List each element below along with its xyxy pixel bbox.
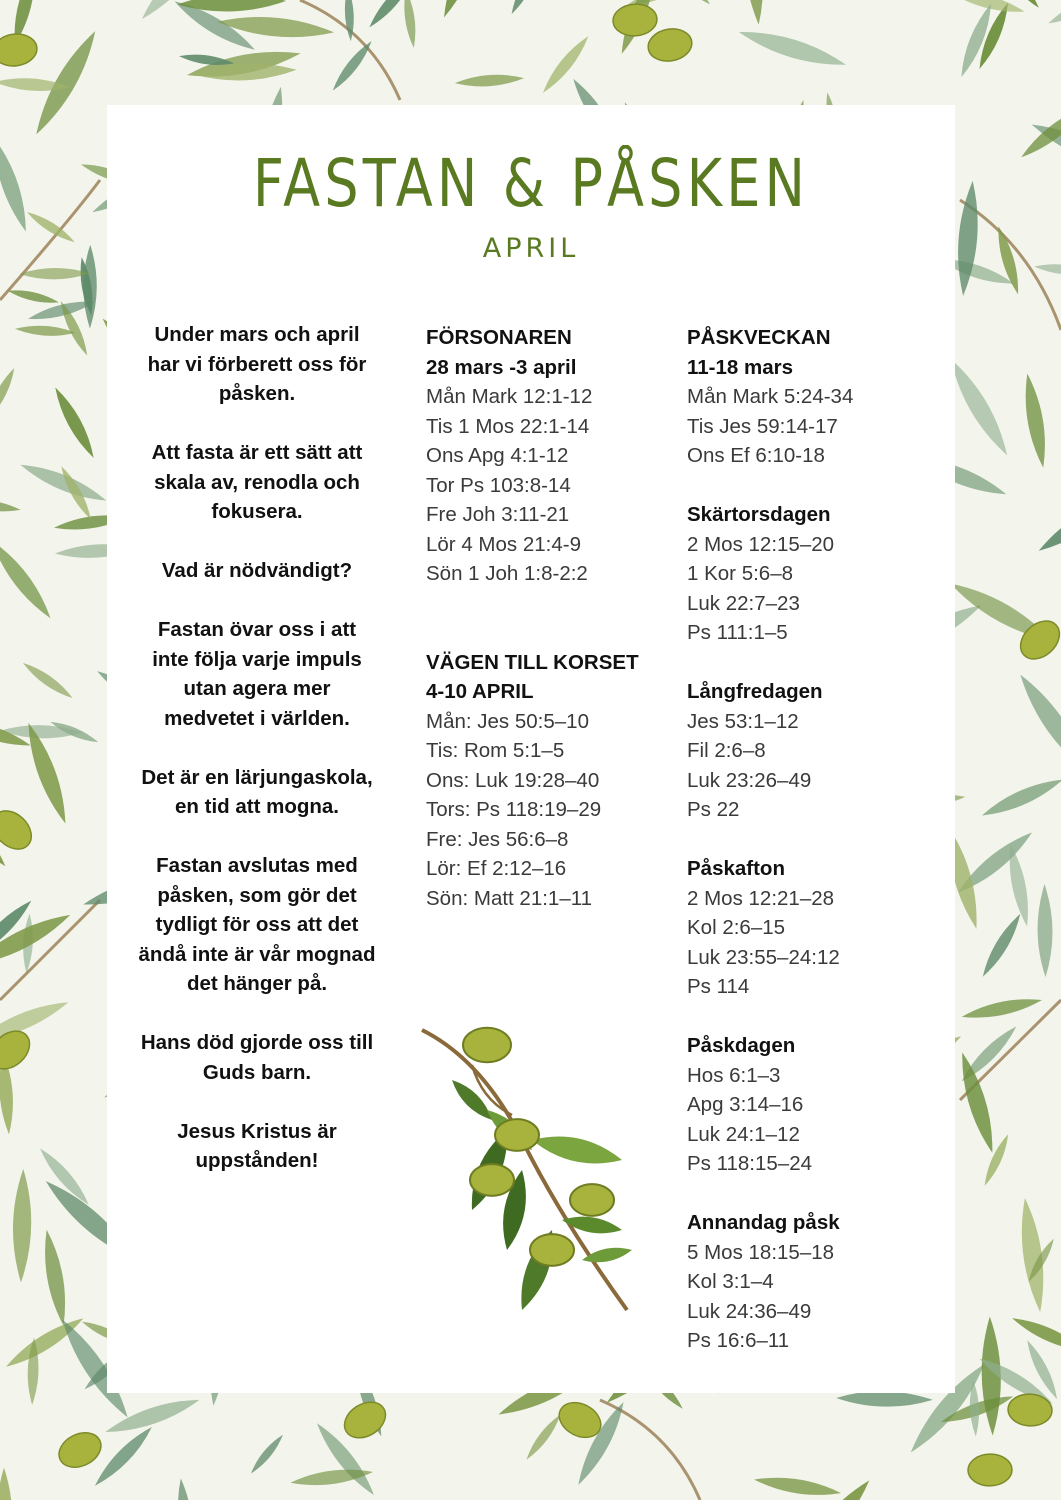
page-title: FASTAN & PÅSKEN <box>252 145 810 222</box>
leaf-icon <box>19 268 90 280</box>
reading-item: Tis Jes 59:14-17 <box>687 414 838 438</box>
leaf-icon <box>1012 669 1061 778</box>
leaf-icon <box>1034 489 1061 557</box>
section-paskveckan <box>687 323 927 471</box>
leaf-icon <box>329 38 376 94</box>
intro-paragraph: Att fasta är ett sätt att skala av, renodla och fokusera. <box>151 441 363 523</box>
leaf-icon <box>248 1432 286 1476</box>
leaf-icon <box>532 1137 622 1164</box>
reading-item: Mån Mark 5:24-34 <box>687 385 854 408</box>
leaf-icon <box>960 994 1043 1024</box>
leaf-icon <box>193 61 297 82</box>
leaf-icon <box>741 0 767 25</box>
reading-item: 2 Mos 12:15–20 <box>687 532 835 556</box>
reading-item: Fil 2:6–8 <box>687 739 766 762</box>
leaf-icon <box>174 1478 196 1500</box>
section-annandag-pask <box>687 1208 927 1356</box>
section-skartorsdagen <box>687 500 927 648</box>
leaf-icon <box>90 1422 156 1490</box>
olive-branch-icon <box>412 1020 652 1320</box>
reading-item: Kol 3:1–4 <box>687 1270 774 1293</box>
leaf-icon <box>50 384 100 461</box>
leaf-icon <box>0 496 21 514</box>
intro-paragraph: Jesus Kristus är uppstånden! <box>177 1119 337 1172</box>
reading-item: Lör: Ef 2:12–16 <box>426 857 567 880</box>
section-title: Annandag påsk <box>687 1211 840 1234</box>
reading-item: Luk 23:26–49 <box>687 768 812 792</box>
reading-item: Lör 4 Mos 21:4-9 <box>426 532 581 556</box>
intro-paragraph: Fastan övar oss i att inte följa varje impuls utan agera mer medvetet i världen. <box>152 618 362 730</box>
olive-icon <box>53 1426 106 1474</box>
leaf-icon <box>7 287 60 307</box>
reading-item: Mån Mark 12:1-12 <box>426 385 593 408</box>
reading-item: Fre: Jes 56:6–8 <box>426 827 569 851</box>
leaf-icon <box>437 0 486 20</box>
leaf-icon <box>993 225 1023 296</box>
page-subtitle: APRIL <box>482 233 580 264</box>
section-dates: 28 mars -3 april <box>426 355 577 379</box>
section-title: Påskafton <box>687 857 785 880</box>
reading-item: Tors: Ps 118:19–29 <box>426 798 602 821</box>
reading-item: Ps 22 <box>687 798 740 821</box>
leaf-icon <box>979 773 1061 822</box>
leaf-icon <box>753 1473 842 1500</box>
leaf-icon <box>12 1169 32 1283</box>
reading-item: Tis 1 Mos 22:1-14 <box>426 414 590 438</box>
reading-plan-middle <box>426 323 666 943</box>
leaf-icon <box>0 1468 13 1500</box>
leaf-icon <box>20 659 75 702</box>
section-title: Påskdagen <box>687 1034 796 1057</box>
olive-icon <box>470 1164 514 1196</box>
intro-paragraph: Hans död gjorde oss till Guds barn. <box>140 1031 374 1084</box>
olive-icon <box>495 1119 539 1151</box>
reading-item: Ons Ef 6:10-18 <box>687 444 825 467</box>
leaf-icon <box>454 73 524 89</box>
section-dates: 11-18 mars <box>687 355 794 379</box>
section-title: VÄGEN TILL KORSET <box>426 650 639 674</box>
olive-icon <box>0 803 39 856</box>
section-dates: 4-10 APRIL <box>426 680 534 703</box>
leaf-icon <box>1034 262 1061 277</box>
olive-icon <box>463 1028 511 1063</box>
intro-text <box>137 320 377 1205</box>
reading-item: Sön 1 Joh 1:8-2:2 <box>426 562 588 585</box>
reading-item: Ps 118:15–24 <box>687 1152 813 1175</box>
olive-icon <box>570 1184 614 1216</box>
olive-icon <box>338 1395 392 1445</box>
reading-item: Luk 24:36–49 <box>687 1299 812 1323</box>
leaf-icon <box>39 1228 71 1327</box>
leaf-icon <box>1045 0 1061 29</box>
section-title: FÖRSONAREN <box>426 326 572 349</box>
section-vagen-till-korset <box>426 648 666 914</box>
reading-item: 2 Mos 12:21–28 <box>687 886 835 910</box>
reading-item: Sön: Matt 21:1–11 <box>426 886 593 910</box>
intro-paragraph: Vad är nödvändigt? <box>161 559 353 582</box>
section-title: PÅSKVECKAN <box>687 326 831 349</box>
reading-item: Luk 22:7–23 <box>687 591 800 615</box>
intro-paragraph: Det är en lärjungaskola, en tid att mogna. <box>141 765 373 818</box>
section-langfredagen <box>687 677 927 825</box>
reading-item: Luk 23:55–24:12 <box>687 945 840 969</box>
leaf-icon <box>1037 884 1053 977</box>
leaf-icon <box>401 0 418 49</box>
leaf-icon <box>954 180 982 297</box>
reading-item: Tis: Rom 5:1–5 <box>426 739 565 762</box>
content-panel <box>107 105 955 1393</box>
olive-icon <box>968 1454 1013 1486</box>
leaf-icon <box>978 911 1026 980</box>
reading-item: Tor Ps 103:8-14 <box>426 473 571 497</box>
reading-item: Ps 114 <box>687 975 750 998</box>
leaf-icon <box>1020 372 1051 469</box>
reading-item: Ons Apg 4:1-12 <box>426 444 569 467</box>
section-title: Långfredagen <box>687 680 823 703</box>
leaf-icon <box>0 536 57 623</box>
intro-paragraph: Fastan avslutas med påsken, som gör det tydligt för oss att det ändå inte är vår mognad det hänger på. <box>138 854 376 995</box>
section-title: Skärtorsdagen <box>687 503 831 526</box>
leaf-icon <box>507 0 545 16</box>
olive-icon <box>646 26 695 65</box>
leaf-icon <box>523 1412 564 1462</box>
section-paskafton <box>687 854 927 1002</box>
reading-item: Hos 6:1–3 <box>687 1063 781 1087</box>
section-forsonaren <box>426 323 666 589</box>
reading-item: Luk 24:1–12 <box>687 1122 800 1146</box>
reading-item: 5 Mos 18:15–18 <box>687 1240 835 1264</box>
reading-item: Kol 2:6–15 <box>687 916 786 939</box>
reading-item: Ps 16:6–11 <box>687 1329 790 1352</box>
reading-plan-right <box>687 323 927 1385</box>
reading-item: Ons: Luk 19:28–40 <box>426 768 600 792</box>
olive-icon <box>0 32 39 69</box>
reading-item: 1 Kor 5:6–8 <box>687 562 793 585</box>
reading-item: Apg 3:14–16 <box>687 1093 804 1116</box>
reading-item: Fre Joh 3:11-21 <box>426 503 570 526</box>
leaf-icon <box>582 1248 632 1263</box>
leaf-icon <box>562 1217 622 1234</box>
leaf-icon <box>538 33 592 97</box>
olive-icon <box>530 1234 574 1266</box>
section-paskdagen <box>687 1031 927 1179</box>
leaf-icon <box>660 0 714 8</box>
reading-item: Ps 111:1–5 <box>687 621 788 644</box>
reading-item: Jes 53:1–12 <box>687 709 799 733</box>
leaf-icon <box>15 324 76 337</box>
leaf-icon <box>18 458 110 508</box>
leaf-icon <box>0 135 33 234</box>
leaf-icon <box>736 23 848 73</box>
intro-paragraph: Under mars och april har vi förberett oss för påsken. <box>147 323 367 405</box>
olive-icon <box>612 3 658 38</box>
leaf-icon <box>1017 101 1061 163</box>
reading-item: Mån: Jes 50:5–10 <box>426 709 589 733</box>
leaf-icon <box>0 366 18 422</box>
